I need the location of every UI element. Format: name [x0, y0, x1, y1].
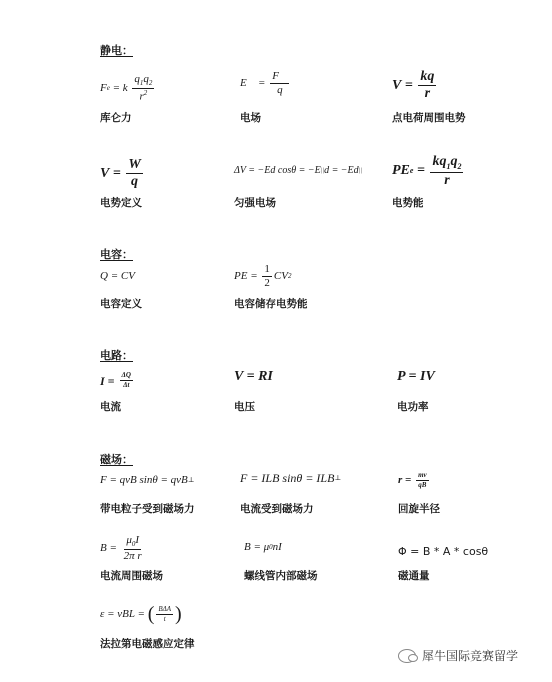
label-faraday-law: 法拉第电磁感应定律	[100, 638, 195, 650]
section-heading-circuits: 电路：	[100, 349, 133, 362]
watermark-text: 犀牛国际竞赛留学	[422, 649, 519, 663]
formula-faraday-law: ε = vBL = ( $\frac{\text{BΔA}}{t}$ )	[100, 603, 182, 625]
label-coulomb-force: 库仑力	[100, 112, 132, 124]
label-field-around-current: 电流周围磁场	[100, 570, 163, 582]
label-electric-field: 电场	[240, 112, 261, 124]
label-cyclotron-radius: 回旋半径	[398, 503, 440, 515]
formula-uniform-field: ΔV = −Ed cosθ = −E || d = −Ed ||	[234, 165, 362, 176]
formula-capacitance-definition: Q = CV	[100, 270, 135, 282]
section-heading-capacitance: 电容：	[100, 248, 133, 261]
label-solenoid-field: 螺线管内部磁场	[244, 570, 318, 582]
formula-coulomb-force: F e = k $\frac{q_1q_2}{r^2}$	[100, 73, 153, 103]
label-charge-magnetic-force: 带电粒子受到磁场力	[100, 503, 195, 515]
formula-cyclotron-radius: r = $\frac{mv}{qB}$	[398, 471, 427, 489]
formula-potential-energy: PE e = $\frac{kq_1q_2}{r}$	[392, 154, 462, 188]
label-uniform-field: 匀强电场	[234, 197, 276, 209]
label-magnetic-flux: 磁通量	[398, 570, 430, 582]
wechat-icon	[398, 649, 416, 663]
label-potential-definition: 电势定义	[100, 197, 142, 209]
formula-magnetic-flux: Φ = B * A * cosθ	[398, 545, 489, 558]
label-power: 电功率	[397, 401, 429, 413]
formula-point-charge-potential: V = $\frac{kq}{r}$	[392, 69, 435, 101]
label-capacitance-definition: 电容定义	[100, 298, 142, 310]
label-point-charge-potential: 点电荷周围电势	[392, 112, 466, 124]
formula-electric-field: E⃗ = $\frac{F⃗}{q}$	[240, 70, 288, 96]
formula-current-magnetic-force: F = ILB sinθ = ILB ⊥	[240, 471, 342, 485]
formula-charge-magnetic-force: F = qvB sinθ = qvB ⊥	[100, 474, 195, 486]
label-current: 电流	[100, 401, 121, 413]
section-heading-electrostatics: 静电：	[100, 44, 133, 57]
formula-solenoid-field: B = μ 0 nI	[244, 541, 282, 553]
label-voltage: 电压	[234, 401, 255, 413]
formula-power: P = IV	[397, 369, 435, 384]
label-current-magnetic-force: 电流受到磁场力	[240, 503, 314, 515]
formula-voltage: V = RI	[234, 369, 273, 384]
label-capacitor-energy: 电容储存电势能	[234, 298, 308, 310]
formula-potential-definition: V = $\frac{W}{q}$	[100, 157, 141, 189]
watermark	[398, 647, 518, 664]
label-potential-energy: 电势能	[392, 197, 424, 209]
formula-capacitor-energy: PE = $\frac{1}{2}$ CV 2	[234, 263, 292, 289]
formula-current: I = $\frac{\Delta Q}{\Delta t}$	[100, 371, 131, 389]
section-heading-magnetism: 磁场：	[100, 453, 133, 466]
formula-field-around-current: B = $\frac{\mu_0I}{\text{2π r}}$	[100, 534, 142, 563]
